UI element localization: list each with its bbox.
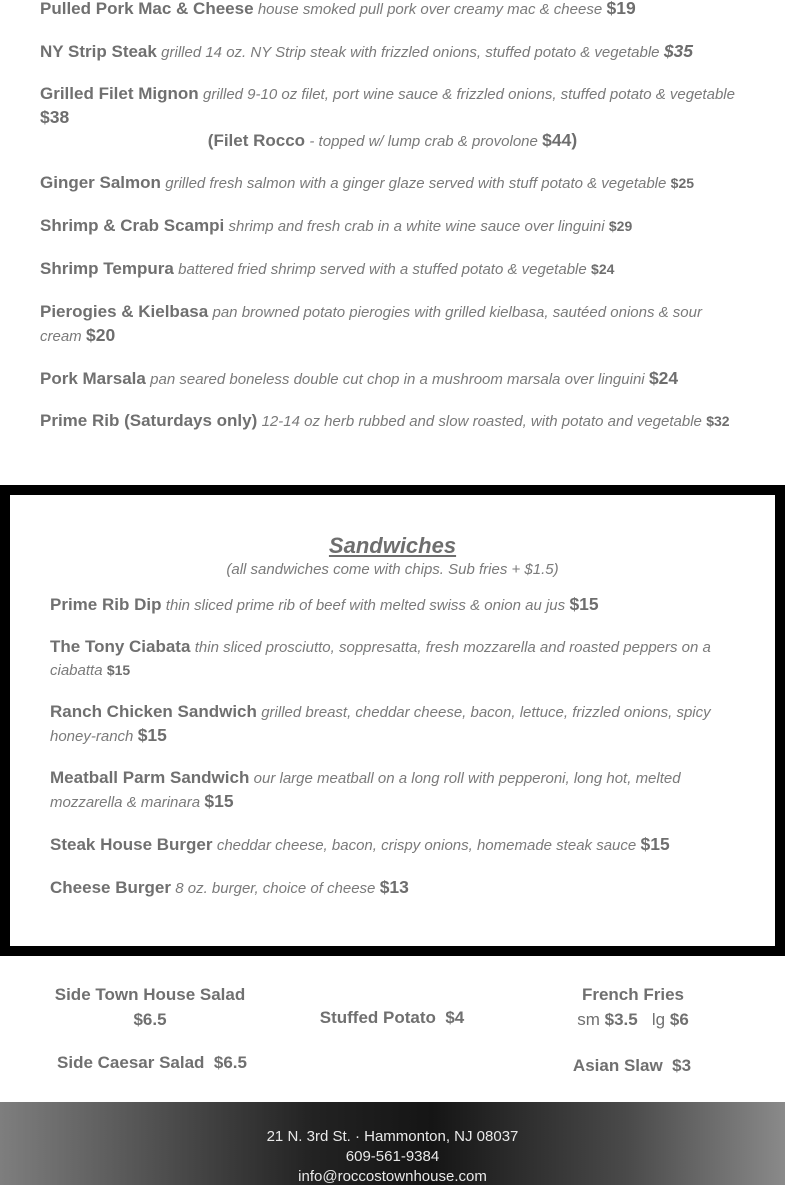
item-name: NY Strip Steak bbox=[40, 42, 157, 61]
item-name: Ranch Chicken Sandwich bbox=[50, 702, 257, 721]
item-price: $25 bbox=[670, 175, 695, 191]
menu-subitem bbox=[40, 129, 745, 153]
footer-address: 21 N. 3rd St. · Hammonton, NJ 08037 bbox=[266, 1128, 519, 1145]
item-price: $15 bbox=[106, 662, 131, 678]
footer bbox=[0, 1102, 785, 1185]
menu-item bbox=[40, 0, 745, 21]
item-description: grilled breast, cheddar cheese, bacon, lettuce, frizzled onions, spicy honey-ranch bbox=[50, 704, 711, 745]
item-price: $15 bbox=[640, 834, 670, 854]
item-price: $15 bbox=[137, 725, 167, 745]
menu-item bbox=[40, 258, 745, 281]
item-description: pan browned potato pierogies with grilled kielbasa, sautéed onions & sour cream bbox=[40, 304, 702, 345]
menu-item bbox=[40, 83, 745, 130]
item-name: Prime Rib Dip bbox=[50, 595, 162, 614]
size-price-lg: $6 bbox=[669, 1010, 689, 1029]
item-description: cheddar cheese, bacon, crispy onions, homemade steak sauce bbox=[216, 837, 637, 854]
menu-item bbox=[40, 367, 745, 391]
item-name: Ginger Salmon bbox=[40, 173, 161, 192]
side-french-fries bbox=[533, 982, 733, 1032]
item-description: grilled 9-10 oz filet, port wine sauce & frizzled onions, stuffed potato & vegetable bbox=[202, 86, 735, 103]
item-price: $24 bbox=[591, 261, 615, 277]
item-price: $19 bbox=[606, 0, 636, 18]
side-price: $6.5 bbox=[133, 1010, 167, 1029]
item-name: Pork Marsala bbox=[40, 369, 146, 388]
item-name: Steak House Burger bbox=[50, 835, 213, 854]
side-price: $3 bbox=[672, 1056, 692, 1075]
item-name: Grilled Filet Mignon bbox=[40, 84, 199, 103]
item-name: The Tony Ciabata bbox=[50, 637, 191, 656]
size-label-sm: sm bbox=[577, 1010, 600, 1029]
item-description: pan seared boneless double cut chop in a mushroom marsala over linguini bbox=[150, 371, 645, 388]
sandwich-item bbox=[50, 636, 730, 682]
side-name: French Fries bbox=[581, 985, 685, 1004]
item-description: shrimp and fresh crab in a white wine sauce over linguini bbox=[228, 218, 605, 235]
item-price: $15 bbox=[569, 594, 599, 614]
item-description: 12-14 oz herb rubbed and slow roasted, with potato and vegetable bbox=[261, 413, 702, 430]
item-price: $29 bbox=[608, 218, 633, 234]
item-name: Pierogies & Kielbasa bbox=[40, 302, 209, 321]
item-name: Pulled Pork Mac & Cheese bbox=[40, 0, 254, 18]
item-name: Shrimp & Crab Scampi bbox=[40, 216, 225, 235]
menu-item bbox=[40, 172, 745, 195]
item-price: $15 bbox=[204, 791, 234, 811]
side-price: $4 bbox=[445, 1008, 465, 1027]
sandwiches-panel bbox=[10, 495, 775, 946]
item-description: battered fried shrimp served with a stuffed potato & vegetable bbox=[178, 261, 587, 278]
side-price: $6.5 bbox=[213, 1053, 247, 1072]
side-stuffed-potato bbox=[292, 1005, 492, 1030]
item-name: Cheese Burger bbox=[50, 878, 171, 897]
side-name: Asian Slaw bbox=[572, 1056, 663, 1075]
menu-item bbox=[40, 40, 745, 64]
item-price: $35 bbox=[663, 41, 694, 61]
side-town-house-salad bbox=[30, 982, 270, 1032]
item-price: $20 bbox=[86, 325, 116, 345]
item-description: 8 oz. burger, choice of cheese bbox=[175, 880, 376, 897]
subitem-description: - topped w/ lump crab & provolone bbox=[309, 133, 538, 150]
footer-email[interactable]: info@roccostownhouse.com bbox=[298, 1168, 487, 1185]
sandwiches-frame bbox=[0, 485, 785, 956]
item-description: our large meatball on a long roll with pepperoni, long hot, melted mozzarella & marinara bbox=[50, 770, 681, 811]
item-name: Shrimp Tempura bbox=[40, 259, 174, 278]
menu-item bbox=[40, 410, 745, 433]
sandwich-item bbox=[50, 833, 730, 857]
side-caesar-salad bbox=[30, 1050, 274, 1075]
side-name: Side Caesar Salad bbox=[57, 1053, 205, 1072]
item-description: thin sliced prosciutto, soppresatta, fresh mozzarella and roasted peppers on a ciabatta bbox=[50, 639, 711, 679]
size-price-sm: $3.5 bbox=[604, 1010, 638, 1029]
item-description: house smoked pull pork over creamy mac & cheese bbox=[257, 1, 603, 18]
side-name: Side Town House Salad bbox=[54, 985, 246, 1004]
item-price: $32 bbox=[706, 413, 730, 429]
item-name: Meatball Parm Sandwich bbox=[50, 768, 250, 787]
sandwich-item bbox=[50, 701, 730, 748]
item-description: grilled fresh salmon with a ginger glaze served with stuff potato & vegetable bbox=[165, 175, 667, 192]
section-title: Sandwiches bbox=[328, 533, 457, 558]
item-price: $24 bbox=[648, 368, 679, 388]
menu-item bbox=[40, 301, 745, 348]
item-description: grilled 14 oz. NY Strip steak with frizzled onions, stuffed potato & vegetable bbox=[161, 44, 660, 61]
subitem-price: $44) bbox=[542, 130, 578, 150]
item-price: $13 bbox=[379, 877, 409, 897]
sandwich-item bbox=[50, 593, 730, 617]
item-price: $38 bbox=[40, 107, 70, 127]
size-label-lg: lg bbox=[651, 1010, 666, 1029]
item-description: thin sliced prime rib of beef with melted swiss & onion au jus bbox=[165, 597, 566, 614]
sandwich-item bbox=[50, 876, 730, 900]
section-note: (all sandwiches come with chips. Sub fries + $1.5) bbox=[226, 561, 559, 578]
menu-item bbox=[40, 215, 745, 238]
side-name: Stuffed Potato bbox=[319, 1008, 436, 1027]
side-price-options bbox=[533, 1007, 733, 1032]
subitem-name: (Filet Rocco bbox=[207, 131, 306, 150]
sandwich-item bbox=[50, 767, 730, 814]
footer-phone[interactable]: 609-561-9384 bbox=[345, 1148, 440, 1165]
side-asian-slaw bbox=[532, 1053, 732, 1078]
item-name: Prime Rib (Saturdays only) bbox=[40, 411, 258, 430]
